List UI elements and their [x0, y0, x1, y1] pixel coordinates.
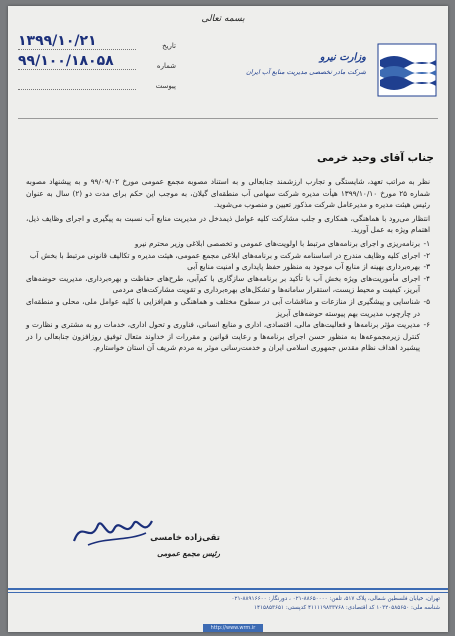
website-link[interactable]: http://www.wrm.ir: [203, 624, 263, 632]
date-label: تاریخ: [162, 42, 176, 50]
item-number: ۴-: [423, 273, 430, 283]
letter-page: [8, 6, 448, 632]
signature-icon: [68, 511, 158, 551]
recipient: جناب آقای وحید خرمی: [316, 152, 434, 164]
list-item: [26, 261, 430, 273]
header-divider: [18, 118, 438, 119]
item-text: بهره‌برداری بهینه از منابع آب موجود به منظور حفظ پایداری و امنیت منابع آبی: [187, 262, 420, 272]
item-text: اجرای کلیه وظایف مندرج در اساسنامه شرکت و برنامه‌های ابلاغی مجمع عمومی، هیئت مدیره و تکالیف قانونی مرتبط با بخش آب: [29, 250, 420, 260]
footer-divider: [8, 588, 448, 590]
date-value: ۱۳۹۹/۱۰/۲۱: [18, 33, 136, 50]
footer-ids: شناسه ملی: ۱۰۳۲۰۵۸۵۶۵۰ کد اقتصادی: ۴۱۱۱۱۹۸۳۳۷۶۸ کدپستی: ۱۴۱۵۸۵۳۶۵۱: [254, 604, 440, 611]
item-number: ۳-: [423, 262, 430, 272]
list-item: [26, 250, 430, 262]
item-number: ۵-: [423, 296, 430, 306]
attachment-label: پیوست: [155, 82, 176, 90]
basmala: بسمه تعالی: [201, 14, 245, 24]
attachment-row: [18, 72, 178, 90]
footer-divider-thin: [8, 592, 448, 593]
item-number: ۶-: [423, 320, 430, 330]
list-item: [26, 296, 430, 319]
number-value: ۹۹/۱۰۰/۱۸۰۵۸: [18, 53, 136, 70]
intro-paragraph: نظر به مراتب تعهد، شایستگی و تجارب ارزشمند جنابعالی و به استناد مصوبه مجمع عمومی مورخ ۹۹/۰۹/۰۲ و به پیشنهاد مصوبه شماره ۲۵ مورخ ۱۳۹۹/۱۰/۱۰ هیأت مدیره شرکت سهامی آب منطقه‌ای گیلان، به موجب این حکم برای مدت دو (۲) سال به عنوان رئیس هیئت مدیره و مدیرعامل شرکت مذکور تعیین و منصوب می‌شوید.: [26, 177, 430, 210]
date-row: [18, 32, 178, 50]
signer-title: رئیس مجمع عمومی: [157, 549, 220, 558]
item-number: ۲-: [423, 250, 430, 260]
item-number: ۱-: [423, 238, 430, 248]
number-label: شماره: [156, 62, 176, 70]
signature-block: [30, 511, 220, 581]
company-name: شرکت مادر تخصصی مدیریت منابع آب ایران: [246, 68, 366, 76]
footer: [20, 595, 440, 612]
ministry-name: وزارت نیرو: [319, 52, 366, 63]
item-text: شناسایی و پیشگیری از منازعات و مناقشات آبی در سطوح مختلف و هماهنگی و هم‌افزایی با کلیه عوامل ملی، محلی و منطقه‌ای در چارچوب مدیریت بهم پیوسته حوضه‌های آبریز: [26, 296, 420, 318]
attachment-value: [18, 73, 136, 90]
letter-body: [26, 176, 430, 354]
logo: [240, 40, 440, 110]
letter-meta: [18, 32, 178, 92]
item-text: برنامه‌ریزی و اجرای برنامه‌های مرتبط با اولویت‌های عمومی و تخصصی ابلاغی وزیر محترم نیرو: [134, 238, 420, 248]
footer-address: تهران، خیابان فلسطین شمالی، پلاک ۵۱۷، تلفن: ۸۸۶۵۰۰۰۰-۰۲۱ ، دورنگار: ۸۸۹۱۶۶۰۰-۰۲۱: [231, 596, 440, 602]
expectation-paragraph: انتظار می‌رود با هماهنگی، همکاری و جلب مشارکت کلیه عوامل ذیمدخل در مدیریت منابع آب نسبت به پیگیری و اجرای وظایف ذیل، اهتمام ویژه به عمل آورید.: [26, 213, 430, 235]
item-text: مدیریت مؤثر برنامه‌ها و فعالیت‌های مالی، اقتصادی، اداری و منابع انسانی، فناوری و تحول اداری، خدمات رو به مشتری و نظارت و کنترل زیرمجموعه‌ها به منظور حسن اجرای برنامه‌ها و رعایت قوانین و مقررات از خداوند متعال توفیق روزافزون جنابعالی را در پیشبرد اهداف نظام مقدس جمهوری اسلامی ایران و خدمت‌رسانی موثر به مردم شریف آن استان خواستارم.: [26, 320, 420, 353]
signer-name: تقی‌زاده خامسی: [150, 533, 220, 543]
water-waves-logo-icon: [374, 40, 440, 100]
list-item: [26, 238, 430, 250]
number-row: [18, 52, 178, 70]
list-item: [26, 273, 430, 296]
list-item: [26, 319, 430, 354]
item-text: اجرای مأموریت‌های ویژه بخش آب با تأکید بر برنامه‌های سازگاری با کم‌آبی، طرح‌های حفاظت و بهره‌برداری، مدیریت حوضه‌های آبریز، کیفیت و محیط زیست، استقرار سامانه‌ها و تشکل‌های بهره‌برداری و تقویت مشارکت‌های مردمی: [26, 273, 420, 295]
